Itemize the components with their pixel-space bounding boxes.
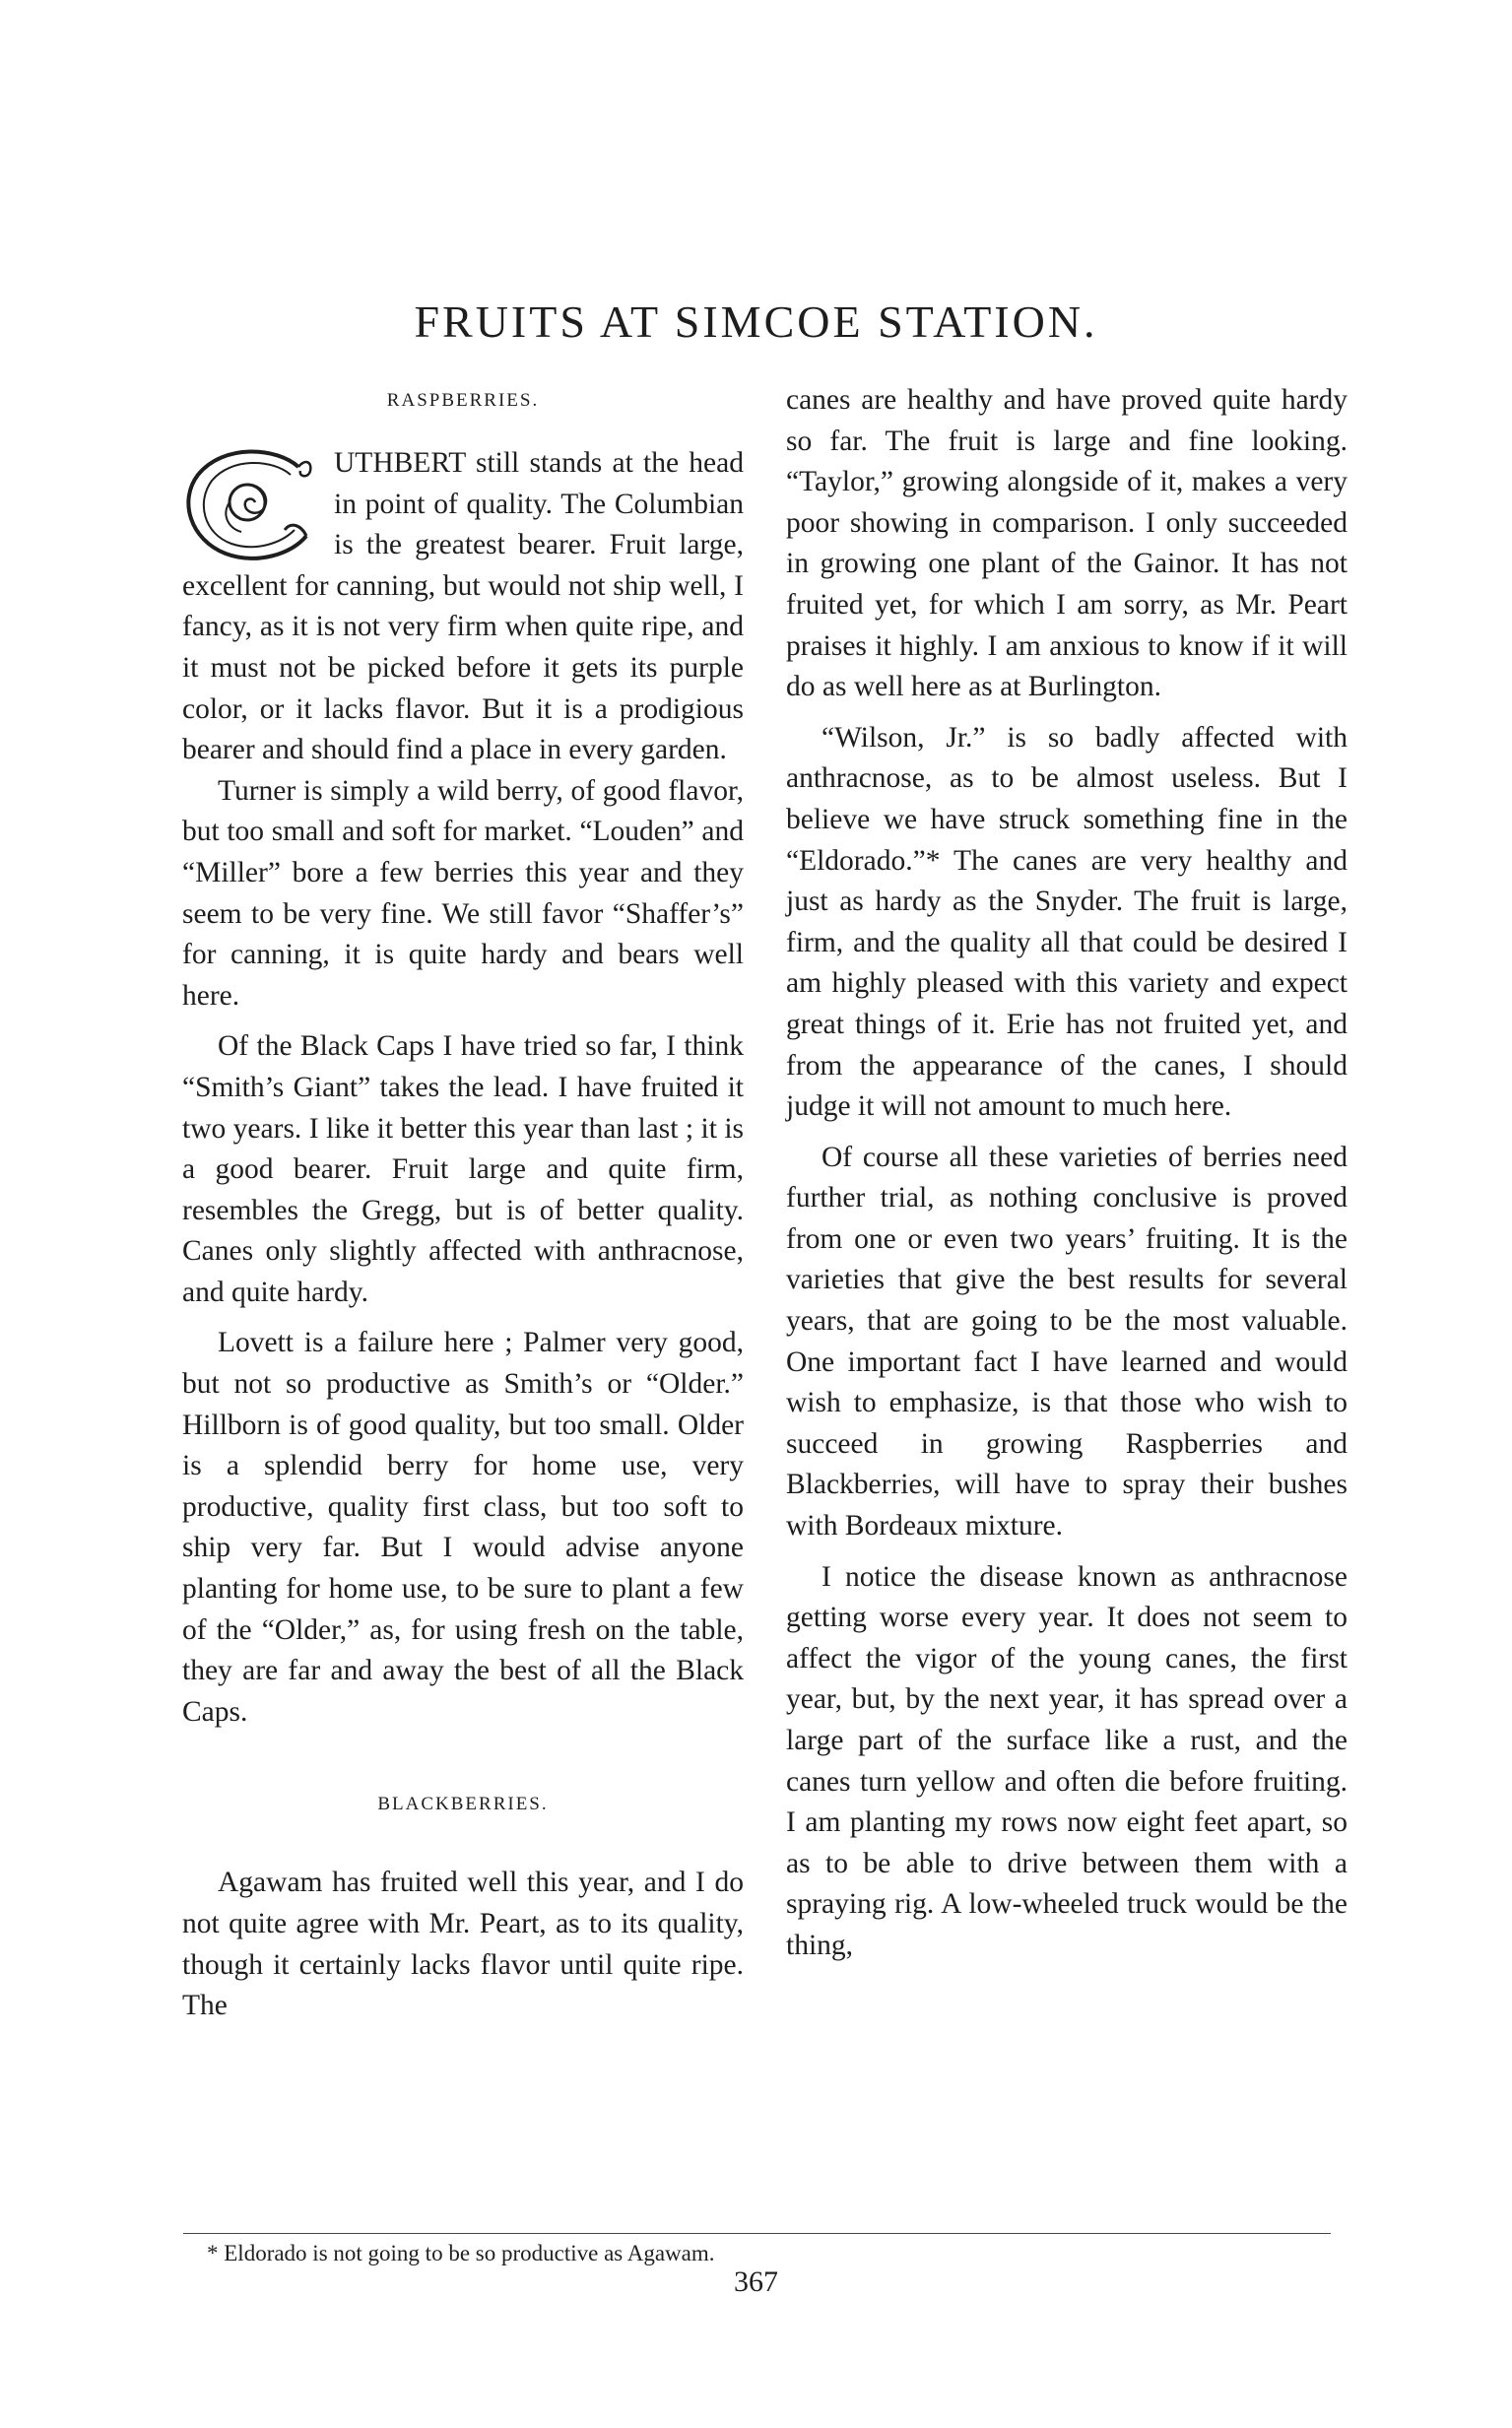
right-column [786,380,1348,1967]
paragraph: I notice the disease known as anthracnose getting worse every year. It does not seem to affect the vigor of the young canes, the first year, but, by the next year, it has spread over a large part of the surface like a rust, and the canes turn yellow and often die before fruiting. I am planting my rows now eight feet apart, so as to be able to drive between them with a spraying rig. A low-wheeled truck would be the thing, [786,1560,1348,1961]
paragraph [182,443,744,771]
section-heading-raspberries: RASPBERRIES. [386,390,540,411]
dropcap-text-continuation: UTHBERT still stands at the head in point of quality. The Columbian is the greatest bearer. Fruit large, excellent for canning, but would not ship well, I fancy, as it is not very firm when quite ripe, and it must not be picked before it gets its purple color, or it lacks flavor. But it is a prodigious bearer and should find a place in every garden. [182,447,744,766]
section-heading-blackberries: BLACKBERRIES. [377,1794,549,1815]
dropcap-c-ornament-icon [182,445,320,561]
paragraph: Lovett is a failure here ; Palmer very good, but not so productive as Smith’s or “Older.” Hillborn is of good quality, but too small. Older is a splendid berry for home use, very productive, quality first class, but too soft to ship very far. But I would advise anyone planting for home use, to be sure to plant a few of the “Older,” as, for using fresh on the table, they are far and away the best of all the Black Caps. [182,1327,744,1728]
page-number: 367 [734,2265,778,2298]
footnote-divider [183,2233,1331,2234]
page-title: FRUITS AT SIMCOE STATION. [414,296,1098,347]
ornamental-dropcap [182,445,320,561]
paragraph: Of course all these varieties of berries need further trial, as nothing conclusive is proved from one or even two years’ fruiting. It is the varieties that give the best results for several years, that are going to be the most valuable. One important fact I have learned and would wish to emphasize, is that those who wish to succeed in growing Raspberries and Blackberries, will have to spray their bushes with Bordeaux mixture. [786,1141,1348,1542]
paragraph: Of the Black Caps I have tried so far, I think “Smith’s Giant” takes the lead. I have fruited it two years. I like it better this year than last ; it is a good bearer. Fruit large and quite firm, resembles the Gregg, but is of better quality. Canes only slightly affected with anthracnose, and quite hardy. [182,1030,744,1308]
paragraph: “Wilson, Jr.” is so badly affected with anthracnose, as to be almost useless. But I believe we have struck something fine in the “Eldorado.”* The canes are very healthy and just as hardy as the Snyder. The fruit is large, firm, and the quality all that could be desired I am highly pleased with this variety and expect great things of it. Erie has not fruited yet, and from the appearance of the canes, I should judge it will not amount to much here. [786,721,1348,1123]
paragraph: canes are healthy and have proved quite hardy so far. The fruit is large and fine looking. “Taylor,” growing alongside of it, makes a very poor showing in comparison. I only succeeded in growing one plant of the Gainor. It has not fruited yet, for which I am sorry, as Mr. Peart praises it highly. I am anxious to know if it will do as well here as at Burlington. [786,384,1348,703]
paragraph: Turner is simply a wild berry, of good flavor, but too small and soft for market. “Louden” and “Miller” bore a few berries this year and they seem to be very fine. We still favor “Shaffer’s” for canning, it is quite hardy and bears well here. [182,774,744,1012]
paragraph: Agawam has fruited well this year, and I do not quite agree with Mr. Peart, as to its quality, though it certainly lacks flavor until quite ripe. The [182,1867,744,2022]
left-column [182,380,744,2027]
footnote: * Eldorado is not going to be so productive as Agawam. [207,2241,715,2265]
